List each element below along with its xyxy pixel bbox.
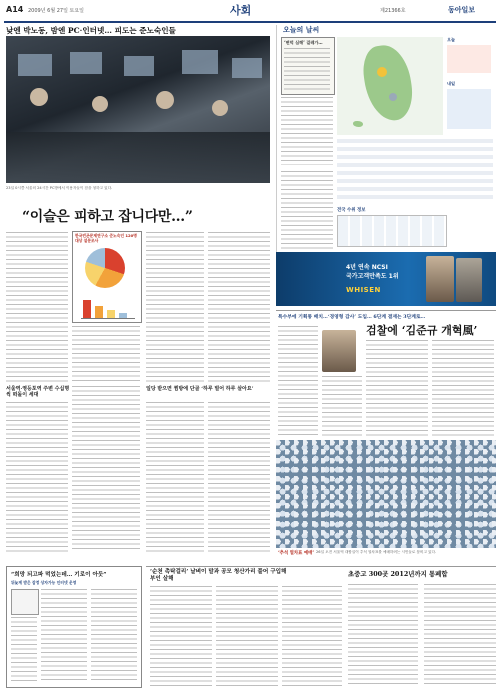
weather-column — [281, 37, 335, 95]
water-index-table — [337, 215, 447, 247]
subhead-daily-wage: 일당 받으면 찜방에 단골 ‘하루 벌어 하루 살아요’ — [146, 386, 254, 392]
photo-news-caption: 26일 오전 서울역 대합실이 추석 열차표를 예매하려는 시민들로 붐비고 있다. — [316, 550, 437, 554]
lead-body-col1 — [6, 232, 68, 382]
photo-news-label: ‘추석 열차표 예매’ — [278, 551, 315, 556]
newspaper-name: 동아일보 — [448, 6, 476, 14]
bottom-left-headline[interactable]: ‘순천 촉탁걸리’ 날벼이 말과 공모 청산가리 풀어 구입해 부인 살해 — [150, 569, 287, 582]
pc-room-photo — [6, 36, 270, 183]
feature-box — [6, 566, 142, 688]
prosecutor-headline[interactable]: 검찰에 ‘김준규 개혁風’ — [366, 324, 478, 337]
prosecutor-portrait — [322, 330, 356, 372]
section-title: 사회 — [230, 4, 252, 17]
lead-body-col3b — [146, 402, 204, 552]
survey-bar-chart — [81, 294, 135, 319]
subhead-station: 서울역·영등포역 주변 수십명씩 떠돌이 세대 — [6, 386, 70, 399]
header-rule — [4, 21, 496, 23]
ad-brand: WHISEN — [346, 286, 381, 294]
water-index-title: 전국 수위 정보 — [337, 208, 366, 213]
weather-forecast-panel — [447, 37, 495, 135]
prosecutor-kicker: 특수부에 기획통 배치…‘경영형 감사’ 도입… 6단계 결재는 3단계로… — [278, 314, 426, 320]
survey-chart-box — [72, 231, 142, 323]
ad-line2: 국가고객만족도 1위 — [346, 273, 399, 280]
lead-body-col2b — [72, 386, 140, 552]
bottom-right-headline[interactable]: 초중고 300곳 2012년까지 통폐합 — [348, 570, 448, 578]
train-ticket-crowd-photo — [276, 440, 496, 548]
weather-map — [337, 37, 443, 135]
survey-chart-title: 한국빈곤문제연구소 준노숙인 120명 대상 설문조사 — [75, 233, 137, 243]
weather-column-title: ‘변덕 심해’ 걸레가… — [284, 40, 323, 45]
today-label: 오늘 — [447, 37, 456, 42]
aircon-ad[interactable] — [276, 252, 496, 306]
issue-date: 2009년 6월 27일 토요일 — [28, 8, 85, 14]
weather-section — [276, 25, 497, 285]
lead-body-col4 — [208, 232, 270, 382]
feature-headline[interactable]: “희망 되고파 먹었는데… 기로이 아듯” — [11, 572, 107, 578]
survey-pie-chart — [85, 248, 125, 288]
lead-headline[interactable]: 낮엔 박노동, 밤엔 PC·인터넷… 피도는 준노숙인들 — [6, 26, 176, 35]
feature-icon-box — [11, 589, 39, 615]
lead-body-col3 — [146, 232, 204, 382]
photo-caption: 23일 0시쯤 서울의 24시간 PC방에서 이용자들이 잠을 청하고 있다. — [6, 186, 113, 190]
lead-body-col4b — [208, 402, 270, 552]
edition-number: 제21366호 — [380, 8, 406, 14]
page-header — [0, 0, 500, 22]
tomorrow-label: 내일 — [447, 81, 456, 86]
lead-body-col2 — [72, 326, 140, 382]
weather-title: 오늘의 날씨 — [283, 26, 320, 34]
page-number: A14 — [6, 5, 24, 14]
city-weather-table — [337, 139, 493, 203]
feature-subhead: 뒤늦게 받은 감정 상자가능 인터넷 운영 — [11, 580, 77, 585]
lead-body-col1b — [6, 402, 68, 552]
quote-headline[interactable]: “이슬은 피하고 잡니다만…” — [22, 209, 193, 225]
ad-line1: 4년 연속 NCSI — [346, 264, 388, 271]
